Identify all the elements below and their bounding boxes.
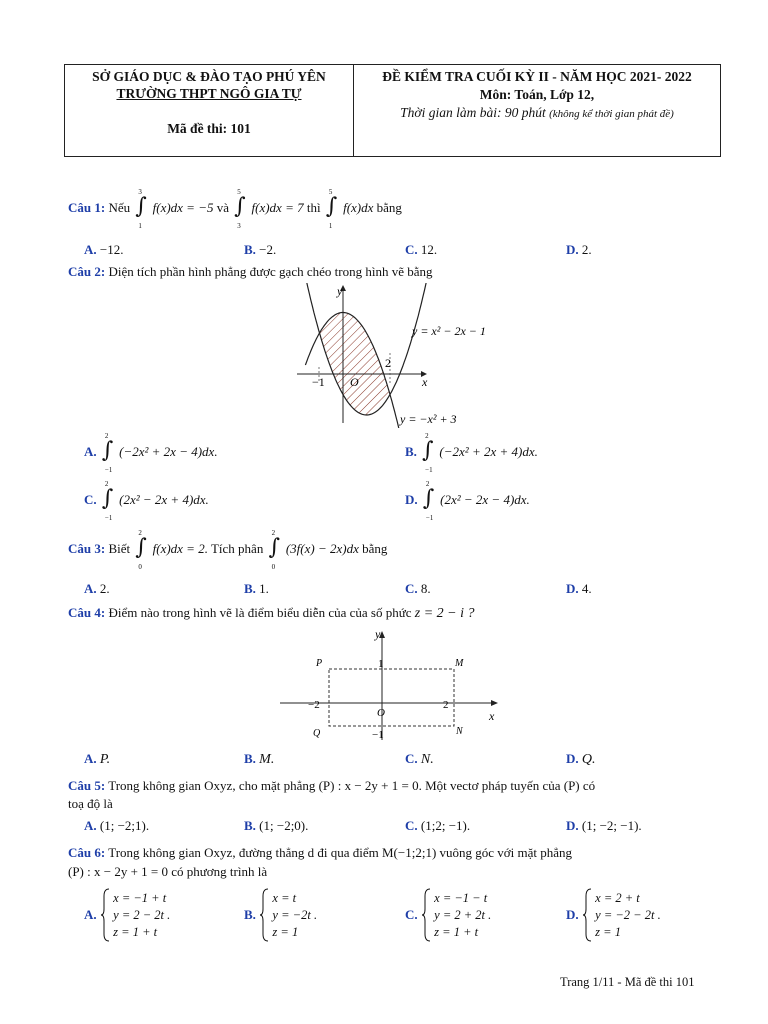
q4-graph bbox=[275, 628, 505, 743]
dashed-rectangle bbox=[329, 669, 454, 726]
brace-icon bbox=[100, 888, 110, 942]
integral-sign: 2 ∫ −1 bbox=[422, 432, 434, 474]
x-arrow-icon bbox=[491, 700, 498, 706]
q5-option-b[interactable]: B. (1; −2;0). bbox=[244, 818, 309, 833]
exam-code: Mã đề thi: 101 bbox=[167, 121, 251, 136]
q3-option-b[interactable]: B. 1. bbox=[244, 581, 269, 596]
school-name: TRƯỜNG THPT NGÔ GIA TỰ bbox=[116, 86, 302, 101]
origin-label: O bbox=[350, 375, 359, 389]
page-footer: Trang 1/11 - Mã đề thi 101 bbox=[560, 975, 695, 989]
integral-sign: 2 ∫ 0 bbox=[268, 529, 281, 571]
q2-option-b[interactable]: B. 2 ∫ −1 (−2x² + 2x + 4)dx. bbox=[405, 432, 538, 474]
q5-option-a[interactable]: A. (1; −2;1). bbox=[84, 818, 150, 833]
q2-option-c[interactable]: C. 2 ∫ −1 (2x² − 2x + 4)dx. bbox=[84, 480, 209, 522]
question-2: Câu 2: Diện tích phần hình phẳng được gạch chéo trong hình vẽ bằng bbox=[68, 264, 433, 279]
integral-sign: 5 ∫ 3 bbox=[234, 188, 246, 230]
brace-icon bbox=[582, 888, 592, 942]
q3-option-d[interactable]: D. 4. bbox=[566, 581, 592, 596]
y-axis-label: y bbox=[337, 284, 343, 298]
q6-option-a[interactable]: A. x = −1 + t y = 2 − 2t . z = 1 + t bbox=[84, 888, 170, 942]
header-right bbox=[354, 65, 720, 123]
lower-curve-label: y = −x² + 3 bbox=[400, 412, 457, 426]
x-axis-label: x bbox=[422, 375, 428, 389]
question-5-continued: toạ độ là bbox=[68, 796, 113, 811]
shaded-region bbox=[320, 313, 391, 416]
q4-option-d[interactable]: D. Q. bbox=[566, 751, 596, 767]
point-M-label: M bbox=[455, 658, 464, 669]
tick-label-2: 2 bbox=[385, 356, 391, 370]
q5-option-c[interactable]: C. (1;2; −1). bbox=[405, 818, 471, 833]
department-name: SỞ GIÁO DỤC & ĐÀO TẠO PHÚ YÊN bbox=[92, 69, 326, 84]
x-axis-label: x bbox=[489, 709, 495, 723]
point-P-label: P bbox=[316, 658, 323, 669]
q2-option-d[interactable]: D. 2 ∫ −1 (2x² − 2x − 4)dx. bbox=[405, 480, 530, 522]
point-Q-label: Q bbox=[313, 728, 321, 739]
integral-sign: 2 ∫ −1 bbox=[101, 432, 114, 474]
q6-option-c[interactable]: C. x = −1 − t y = 2 + 2t . z = 1 + t bbox=[405, 888, 491, 942]
q1-option-d[interactable]: D. 2. bbox=[566, 242, 592, 257]
q4-option-b[interactable]: B. M. bbox=[244, 751, 275, 767]
point-N-label: N bbox=[456, 726, 463, 737]
q3-option-c[interactable]: C. 8. bbox=[405, 581, 431, 596]
upper-curve-label: y = x² − 2x − 1 bbox=[412, 324, 486, 338]
header-left bbox=[65, 65, 353, 137]
q4-option-c[interactable]: C. N. bbox=[405, 751, 434, 767]
question-6: Câu 6: Trong không gian Oxyz, đường thẳng d đi qua điểm M(−1;2;1) vuông góc với mặt phẳng bbox=[68, 845, 573, 860]
q1-option-c[interactable]: C. 12. bbox=[405, 242, 438, 257]
integral-sign: 2 ∫ −1 bbox=[101, 480, 114, 522]
integral-sign: 3 ∫ 1 bbox=[135, 188, 147, 230]
exam-title: ĐỀ KIỂM TRA CUỐI KỲ II - NĂM HỌC 2021- 2022 bbox=[382, 69, 692, 84]
y-axis-label: y bbox=[375, 628, 381, 641]
tick-label-2: 2 bbox=[443, 699, 449, 711]
origin-label: O bbox=[377, 707, 385, 719]
q1-option-b[interactable]: B. −2. bbox=[244, 242, 277, 257]
question-3: Câu 3: Biết 2 ∫ 0 f(x)dx = 2. Tích phân 2 ∫ 0 (3f(x) − 2x)dx bằng bbox=[68, 529, 388, 571]
tick-label-neg2: −2 bbox=[308, 699, 320, 711]
brace-icon bbox=[259, 888, 269, 942]
exam-header bbox=[64, 64, 721, 157]
integral-sign: 2 ∫ 0 bbox=[135, 529, 147, 571]
subject: Môn: Toán, Lớp 12, bbox=[479, 87, 595, 102]
q5-option-d[interactable]: D. (1; −2; −1). bbox=[566, 818, 642, 833]
q2-option-a[interactable]: A. 2 ∫ −1 (−2x² + 2x − 4)dx. bbox=[84, 432, 218, 474]
integral-sign: 2 ∫ −1 bbox=[422, 480, 435, 522]
q2-graph bbox=[285, 283, 510, 428]
brace-icon bbox=[421, 888, 431, 942]
question-6-continued: (P) : x − 2y + 1 = 0 có phương trình là bbox=[68, 864, 268, 879]
question-5: Câu 5: Trong không gian Oxyz, cho mặt phẳng (P) : x − 2y + 1 = 0. Một vectơ pháp tuyến của (P) có bbox=[68, 778, 596, 793]
tick-label-1: 1 bbox=[378, 658, 384, 670]
integral-sign: 5 ∫ 1 bbox=[325, 188, 338, 230]
q6-option-b[interactable]: B. x = t y = −2t . z = 1 bbox=[244, 888, 317, 942]
q6-option-d[interactable]: D. x = 2 + t y = −2 − 2t . z = 1 bbox=[566, 888, 661, 942]
question-4: Câu 4: Điểm nào trong hình vẽ là điểm biểu diễn của của số phức z = 2 − i ? bbox=[68, 605, 475, 621]
tick-label-neg1: −1 bbox=[312, 375, 325, 389]
tick-label-neg1: −1 bbox=[372, 729, 384, 741]
question-1: Câu 1: Nếu 3 ∫ 1 f(x)dx = −5 và 5 ∫ 3 f(x)dx = 7 thì 5 ∫ 1 f(x)dx bằng bbox=[68, 188, 402, 230]
time-limit: Thời gian làm bài: 90 phút (không kể thời gian phát đề) bbox=[400, 105, 674, 120]
q1-option-a[interactable]: A. −12. bbox=[84, 242, 124, 257]
q3-option-a[interactable]: A. 2. bbox=[84, 581, 110, 596]
q4-option-a[interactable]: A. P. bbox=[84, 751, 111, 767]
